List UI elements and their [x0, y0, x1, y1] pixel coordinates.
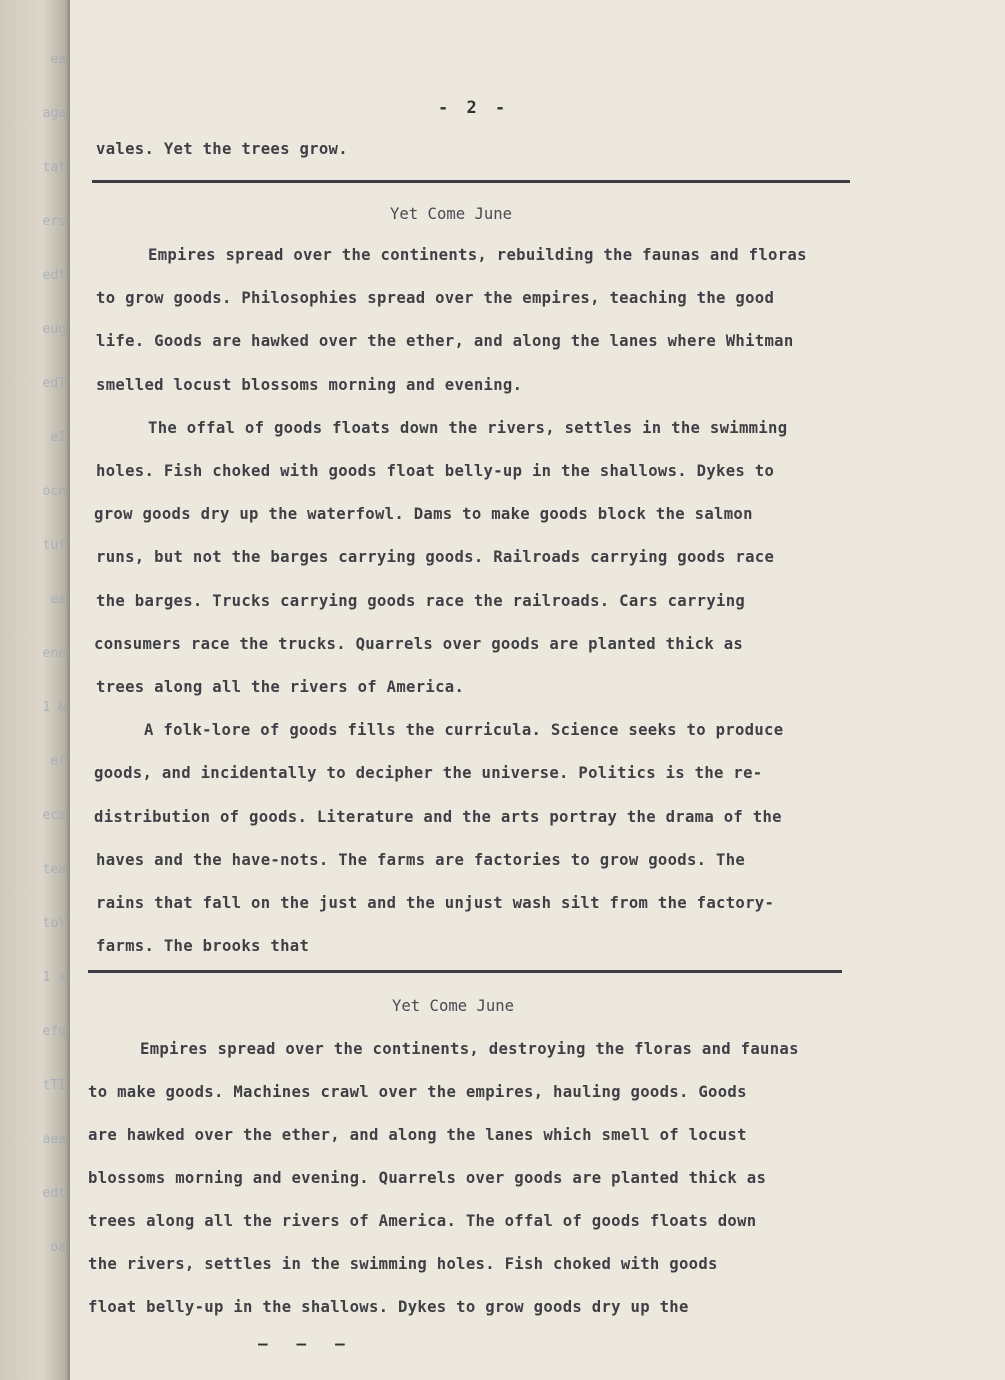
- trailing-dashes: — — —: [258, 1334, 345, 1353]
- bleed-fragment: ea: [50, 592, 66, 607]
- bleed-fragment: eca: [42, 808, 66, 823]
- bleed-fragment: tTI: [42, 1078, 66, 1093]
- section-divider-2: [88, 970, 842, 973]
- text-line: distribution of goods. Literature and the arts portray the drama of the: [94, 807, 782, 826]
- text-line: blossoms morning and evening. Quarrels over goods are planted thick as: [88, 1169, 767, 1187]
- bleed-fragment: 1 s: [42, 970, 66, 985]
- bleed-fragment: edt: [42, 1186, 66, 1201]
- section-divider-1: [92, 180, 850, 183]
- opening-line: vales. Yet the trees grow.: [96, 140, 348, 158]
- typewritten-page: [70, 0, 1005, 1380]
- bleed-fragment: efq: [42, 1024, 66, 1039]
- bleed-fragment: eI: [50, 430, 66, 445]
- binding-gutter: [0, 0, 70, 1380]
- text-line: consumers race the trucks. Quarrels over goods are planted thick as: [94, 634, 744, 653]
- text-line: grow goods dry up the waterfowl. Dams to make goods block the salmon: [94, 505, 753, 524]
- text-line: goods, and incidentally to decipher the universe. Politics is the re-: [94, 764, 763, 783]
- text-line: the rivers, settles in the swimming holes. Fish choked with goods: [88, 1255, 718, 1273]
- text-line: life. Goods are hawked over the ether, and along the lanes where Whitman: [96, 332, 794, 351]
- text-line: holes. Fish choked with goods float belly-up in the shallows. Dykes to: [96, 462, 775, 480]
- bleed-fragment: ocn: [42, 484, 66, 499]
- text-line: Empires spread over the continents, rebuilding the faunas and floras: [148, 246, 807, 264]
- bleed-fragment: eug: [42, 322, 66, 337]
- bleed-fragment: toY: [42, 916, 66, 931]
- text-line: the barges. Trucks carrying goods race the railroads. Cars carrying: [96, 591, 746, 610]
- bleed-fragment: tuf: [42, 538, 66, 553]
- text-line: to grow goods. Philosophies spread over the empires, teaching the good: [96, 289, 775, 308]
- bleed-fragment: oa: [50, 1240, 66, 1255]
- text-line: runs, but not the barges carrying goods. Railroads carrying goods race: [96, 548, 775, 567]
- text-line: to make goods. Machines crawl over the empires, hauling goods. Goods: [88, 1083, 747, 1101]
- text-line: smelled locust blossoms morning and evening.: [96, 375, 523, 394]
- bleed-fragment: aea: [42, 1132, 66, 1147]
- bleed-fragment: tea: [42, 862, 66, 877]
- bleed-fragment: ef: [50, 754, 66, 769]
- bleed-fragment: aga: [42, 106, 66, 121]
- bleed-fragment: 1 &: [42, 700, 66, 715]
- text-line: Empires spread over the continents, destroying the floras and faunas: [140, 1040, 799, 1058]
- text-line: haves and the have-nots. The farms are factories to grow goods. The: [96, 850, 746, 869]
- text-line: farms. The brooks that: [96, 937, 310, 956]
- bleed-fragment: ene: [42, 646, 66, 661]
- section2-heading: Yet Come June: [392, 997, 515, 1015]
- bleed-fragment: edT: [42, 376, 66, 391]
- bleed-fragment: ea: [50, 52, 66, 67]
- section1-heading: Yet Come June: [390, 205, 513, 223]
- text-line: float belly-up in the shallows. Dykes to grow goods dry up the: [88, 1298, 689, 1316]
- bleed-fragment: ers: [42, 214, 66, 229]
- text-line: are hawked over the ether, and along the lanes which smell of locust: [88, 1126, 747, 1144]
- page-number: - 2 -: [438, 98, 510, 118]
- text-line: A folk-lore of goods fills the curricula. Science seeks to produce: [144, 721, 784, 740]
- text-line: trees along all the rivers of America. The offal of goods floats down: [88, 1212, 757, 1230]
- text-line: The offal of goods floats down the rivers, settles in the swimming: [148, 418, 788, 437]
- text-line: trees along all the rivers of America.: [96, 678, 465, 696]
- bleed-fragment: edt: [42, 268, 66, 283]
- bleed-fragment: tat: [42, 160, 66, 175]
- text-line: rains that fall on the just and the unjust wash silt from the factory-: [96, 894, 775, 912]
